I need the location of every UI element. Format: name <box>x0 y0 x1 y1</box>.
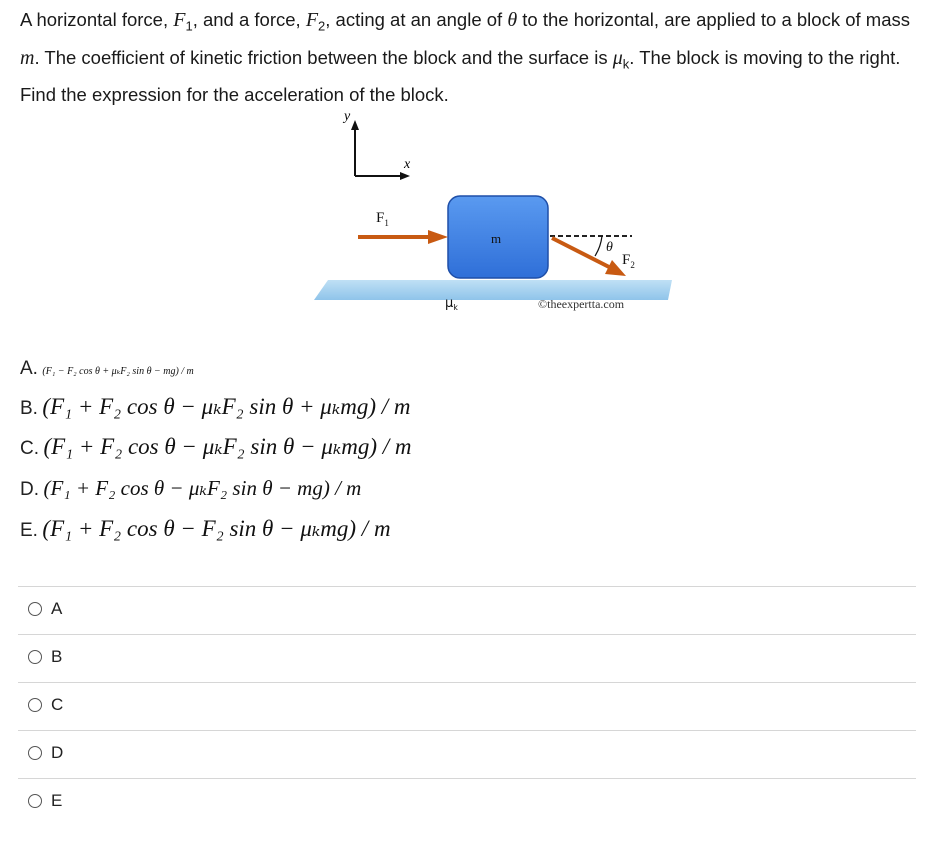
option-e: E. (F₁ + F₂ cos θ − F₂ sin θ − μₖmg) / m <box>20 516 391 541</box>
choice-c[interactable]: C <box>18 682 916 730</box>
option-d: D. (F₁ + F₂ cos θ − μₖF₂ sin θ − mg) / m <box>20 476 362 500</box>
option-d-expression: (F₁ + F₂ cos θ − μₖF₂ sin θ − mg) / m <box>43 476 362 500</box>
answer-choices <box>18 586 916 826</box>
axis-x-label: x <box>404 157 411 172</box>
theta-label: θ <box>606 240 613 255</box>
watermark: ©theexpertta.com <box>538 297 625 311</box>
axis-y-label: y <box>344 109 351 124</box>
radio-d[interactable] <box>28 746 42 760</box>
radio-c[interactable] <box>28 698 42 712</box>
force-diagram <box>300 104 680 324</box>
option-c-expression: (F₁ + F₂ cos θ − μₖF₂ sin θ − μₖmg) / m <box>43 434 412 459</box>
choice-d[interactable]: D <box>18 730 916 778</box>
question-text: A horizontal force, $F_1$, and a force, $F_2$, acting at an angle of θ to the horizontal, are applied to a block of mass m. The coefficient of kinetic friction between the block and the surface is $\mu_k$. The block is moving to the right. Find the expression for the acceleration of the block. <box>20 9 910 106</box>
choice-e[interactable]: E <box>18 778 916 826</box>
f1-arrow <box>358 210 448 244</box>
option-c: C. (F₁ + F₂ cos θ − μₖF₂ sin θ − μₖmg) / m <box>20 434 412 459</box>
mu-label: $\mu_k$ <box>445 296 458 312</box>
option-b: B. (F₁ + F₂ cos θ − μₖF₂ sin θ + μₖmg) / m <box>20 394 411 419</box>
f1-label: $F_1$ <box>376 210 389 228</box>
choice-a[interactable]: A <box>18 586 916 634</box>
radio-b[interactable] <box>28 650 42 664</box>
option-b-expression: (F₁ + F₂ cos θ − μₖF₂ sin θ + μₖmg) / m <box>42 394 411 419</box>
option-a: A. (F₁ − F₂ cos θ + μₖF₂ sin θ − mg) / m <box>20 358 194 379</box>
f2-label: $F_2$ <box>622 252 635 270</box>
option-e-expression: (F₁ + F₂ cos θ − F₂ sin θ − μₖmg) / m <box>42 516 391 541</box>
radio-a[interactable] <box>28 602 42 616</box>
option-a-expression: (F₁ − F₂ cos θ + μₖF₂ sin θ − mg) / m <box>42 366 194 377</box>
f2-arrow <box>552 236 635 276</box>
mass-label: m <box>491 231 502 246</box>
radio-e[interactable] <box>28 794 42 808</box>
choice-b[interactable]: B <box>18 634 916 682</box>
axes <box>342 109 411 180</box>
